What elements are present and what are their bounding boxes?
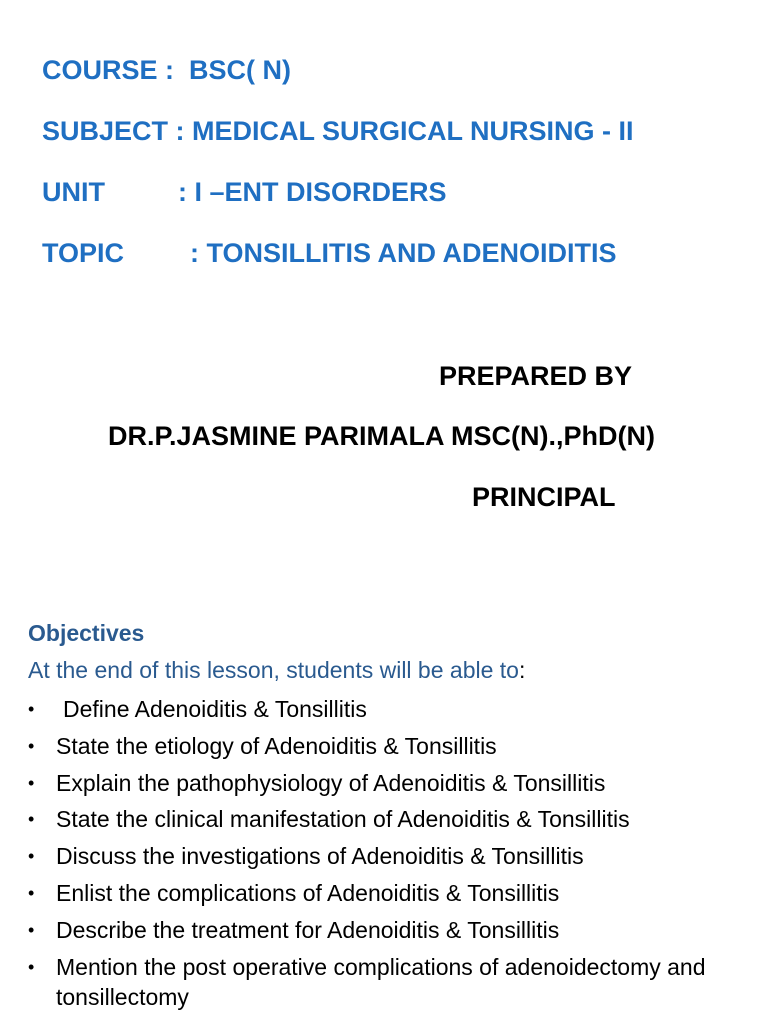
objectives-intro-text: At the end of this lesson, students will be able to: [28, 657, 519, 683]
list-item-text: State the clinical manifestation of Adenoiditis & Tonsillitis: [56, 806, 630, 833]
list-item-text: Mention the post operative complications of adenoidectomy and tonsillectomy: [56, 953, 706, 1010]
list-item: [28, 694, 758, 724]
bullet-icon: •: [28, 882, 35, 903]
objectives-heading: Objectives: [28, 620, 145, 646]
list-item: [28, 952, 758, 1012]
prepared-by: PREPARED BY: [439, 361, 633, 391]
subject-line: [42, 116, 634, 147]
topic-value: : TONSILLITIS AND ADENOIDITIS: [190, 238, 617, 268]
list-item: [28, 731, 758, 761]
list-item: [28, 768, 758, 798]
subject-label: SUBJECT :: [42, 116, 185, 146]
course-value: BSC( N): [189, 55, 292, 85]
list-item-text: Explain the pathophysiology of Adenoiditis & Tonsillitis: [56, 769, 606, 796]
course-line: [42, 55, 291, 86]
bullet-icon: •: [28, 772, 35, 793]
objectives-intro-colon: :: [518, 657, 526, 683]
objectives-list: [28, 694, 758, 1018]
author-designation: PRINCIPAL: [472, 482, 616, 512]
list-item-text: State the etiology of Adenoiditis & Tonsillitis: [56, 732, 497, 759]
bullet-icon: •: [28, 735, 35, 756]
unit-label: UNIT: [42, 177, 105, 207]
list-item-text: Enlist the complications of Adenoiditis & Tonsillitis: [56, 879, 560, 906]
author-name: DR.P.JASMINE PARIMALA MSC(N).,PhD(N): [108, 421, 656, 451]
list-item-text: Describe the treatment for Adenoiditis & Tonsillitis: [56, 916, 560, 943]
objectives-intro: [28, 657, 525, 684]
bullet-icon: •: [28, 919, 35, 940]
subject-value: MEDICAL SURGICAL NURSING - II: [192, 116, 634, 146]
bullet-icon: •: [28, 699, 35, 719]
list-item-text: Define Adenoiditis & Tonsillitis: [63, 696, 367, 722]
unit-value: : I –ENT DISORDERS: [178, 177, 447, 207]
objectives-slide: [0, 600, 768, 1024]
bullet-icon: •: [28, 956, 35, 977]
unit-line: [42, 177, 447, 208]
list-item: [28, 804, 758, 834]
topic-line: [42, 238, 617, 269]
list-item: [28, 915, 758, 945]
list-item: [28, 841, 758, 871]
topic-label: TOPIC: [42, 238, 125, 268]
bullet-icon: •: [28, 809, 35, 830]
list-item-text: Discuss the investigations of Adenoiditis & Tonsillitis: [56, 843, 584, 870]
list-item: [28, 878, 758, 908]
bullet-icon: •: [28, 846, 35, 867]
course-label: COURSE :: [42, 55, 175, 85]
